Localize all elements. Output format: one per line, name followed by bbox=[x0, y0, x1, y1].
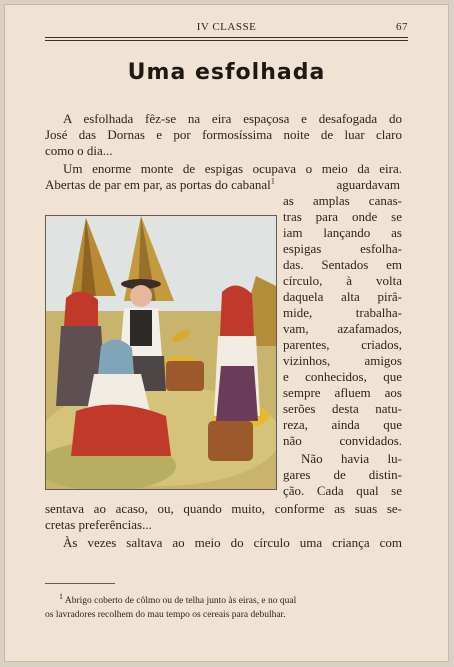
footnote-marker: 1 bbox=[59, 591, 63, 601]
text-line: vizinhos, amigos bbox=[283, 353, 402, 368]
page-number: 67 bbox=[396, 21, 408, 33]
text-line: ção. Cada qual se bbox=[283, 483, 402, 498]
illustration-drawing bbox=[46, 216, 276, 489]
text-line: sempre afluem aos bbox=[283, 385, 402, 400]
text-line: das. Sentados em bbox=[283, 257, 402, 272]
text-line: sentava ao acaso, ou, quando muito, conforme as suas se- bbox=[45, 501, 402, 516]
text-line: parentes, criados, bbox=[283, 337, 402, 352]
text-line: círculo, à volta bbox=[283, 273, 402, 288]
text-line: reza, ainda que bbox=[283, 417, 402, 432]
text-line: gares de distin- bbox=[283, 467, 402, 482]
footnote-line: os lavradores recolhem do mau tempo os cereais para debulhar. bbox=[45, 610, 286, 620]
text-line: não convidados. bbox=[283, 433, 402, 448]
text-line: as amplas canas- bbox=[283, 193, 402, 208]
text-line-part: Abertas de par em par, as portas do cabanal bbox=[45, 177, 271, 192]
text-line: A esfolhada fêz-se na eira espaçosa e desafogada do bbox=[63, 111, 402, 126]
text-line bbox=[45, 177, 275, 193]
text-line: Um enorme monte de espigas ocupava o meio da eira. bbox=[63, 161, 402, 176]
page-title: Uma esfolhada bbox=[127, 60, 326, 85]
footnote-rule bbox=[45, 583, 115, 584]
text-line: José das Dornas e por formosíssima noite de luar claro bbox=[45, 127, 402, 142]
text-line: serões desta natu- bbox=[283, 401, 402, 416]
text-line: mide, trabalha- bbox=[283, 305, 402, 320]
text-line: Não havia lu- bbox=[301, 451, 402, 466]
text-line: daquela alta pirâ- bbox=[283, 289, 402, 304]
footnote-line bbox=[59, 591, 297, 608]
book-page bbox=[4, 4, 449, 662]
footnote-ref: 1 bbox=[270, 176, 275, 186]
text-line: e conhecidos, que bbox=[283, 369, 402, 384]
text-line: vam, azafamados, bbox=[283, 321, 402, 336]
harvest-illustration bbox=[45, 215, 277, 490]
text-line: tras para onde se bbox=[283, 209, 402, 224]
chapter-heading: IV CLASSE bbox=[196, 21, 257, 33]
header-rule-bottom bbox=[45, 40, 408, 41]
text-line: iam lançando as bbox=[283, 225, 402, 240]
text-line: cretas preferências... bbox=[45, 517, 152, 532]
header-rule-top bbox=[45, 37, 408, 38]
text-line: espigas esfolha- bbox=[283, 241, 402, 256]
text-line: Às vezes saltava ao meio do círculo uma criança com bbox=[63, 535, 402, 550]
text-line: aguardavam bbox=[336, 177, 400, 192]
text-line: como o dia... bbox=[45, 143, 113, 158]
footnote-text: Abrigo coberto de côlmo ou de telha junto às eiras, e no qual bbox=[64, 596, 297, 606]
